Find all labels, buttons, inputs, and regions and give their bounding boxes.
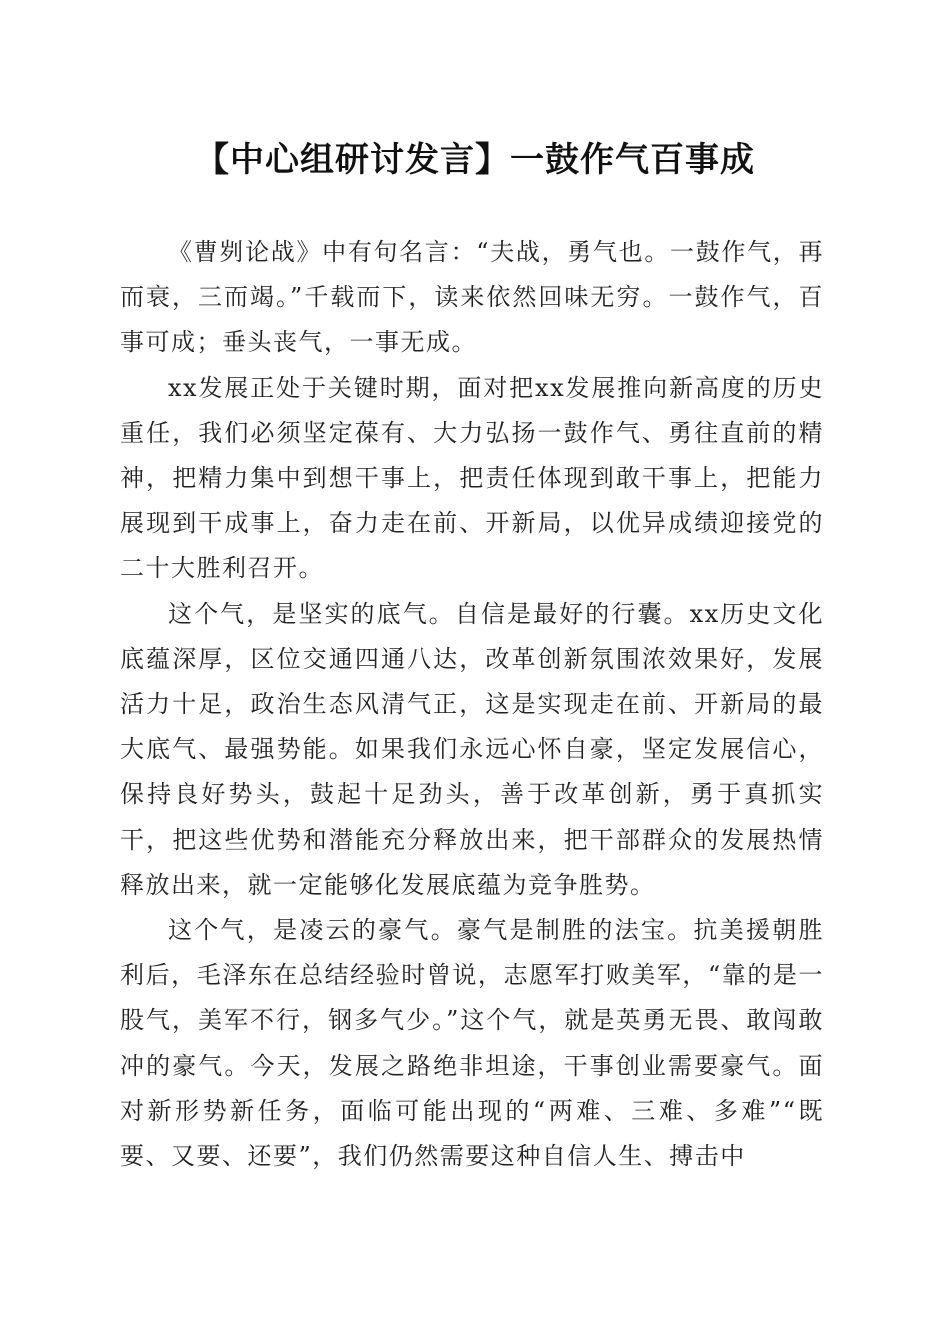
document-body — [120, 230, 824, 1179]
paragraph-heroism: 这个气，是凌云的豪气。豪气是制胜的法宝。抗美援朝胜利后，毛泽东在总结经验时曾说，志愿军打败美军，“靠的是一股气，美军不行，钢多气少。”这个气，就是英勇无畏、敢闯敢冲的豪气。今天，发展之路绝非坦途，干事创业需要豪气。面对新形势新任务，面临可能出现的“两难、三难、多难”“既要、又要、还要”，我们仍然需要这种自信人生、搏击中 — [120, 916, 824, 1171]
paragraph-confidence: 这个气，是坚实的底气。自信是最好的行囊。xx历史文化底蕴深厚，区位交通四通八达，改革创新氛围浓效果好，发展活力十足，政治生态风清气正，这是实现走在前、开新局的最大底气、最强势能。如果我们永远心怀自豪，坚定发展信心，保持良好势头，鼓起十足劲头，善于改革创新，勇于真抓实干，把这些优势和潜能充分释放出来，把干部群众的发展热情释放出来，就一定能够化发展底蕴为竞争胜势。 — [120, 599, 824, 899]
paragraph-intro: 《曹刿论战》中有句名言：“夫战，勇气也。一鼓作气，再而衰，三而竭。”千载而下，读来依然回味无穷。一鼓作气，百事可成；垂头丧气，一事无成。 — [120, 238, 824, 357]
paragraph-development: xx发展正处于关键时期，面对把xx发展推向新高度的历史重任，我们必须坚定葆有、大力弘扬一鼓作气、勇往直前的精神，把精力集中到想干事上，把责任体现到敢干事上，把能力展现到干成事上，奋力走在前、开新局，以优异成绩迎接党的二十大胜利召开。 — [120, 373, 824, 583]
document-title: 【中心组研讨发言】一鼓作气百事成 — [195, 140, 755, 180]
